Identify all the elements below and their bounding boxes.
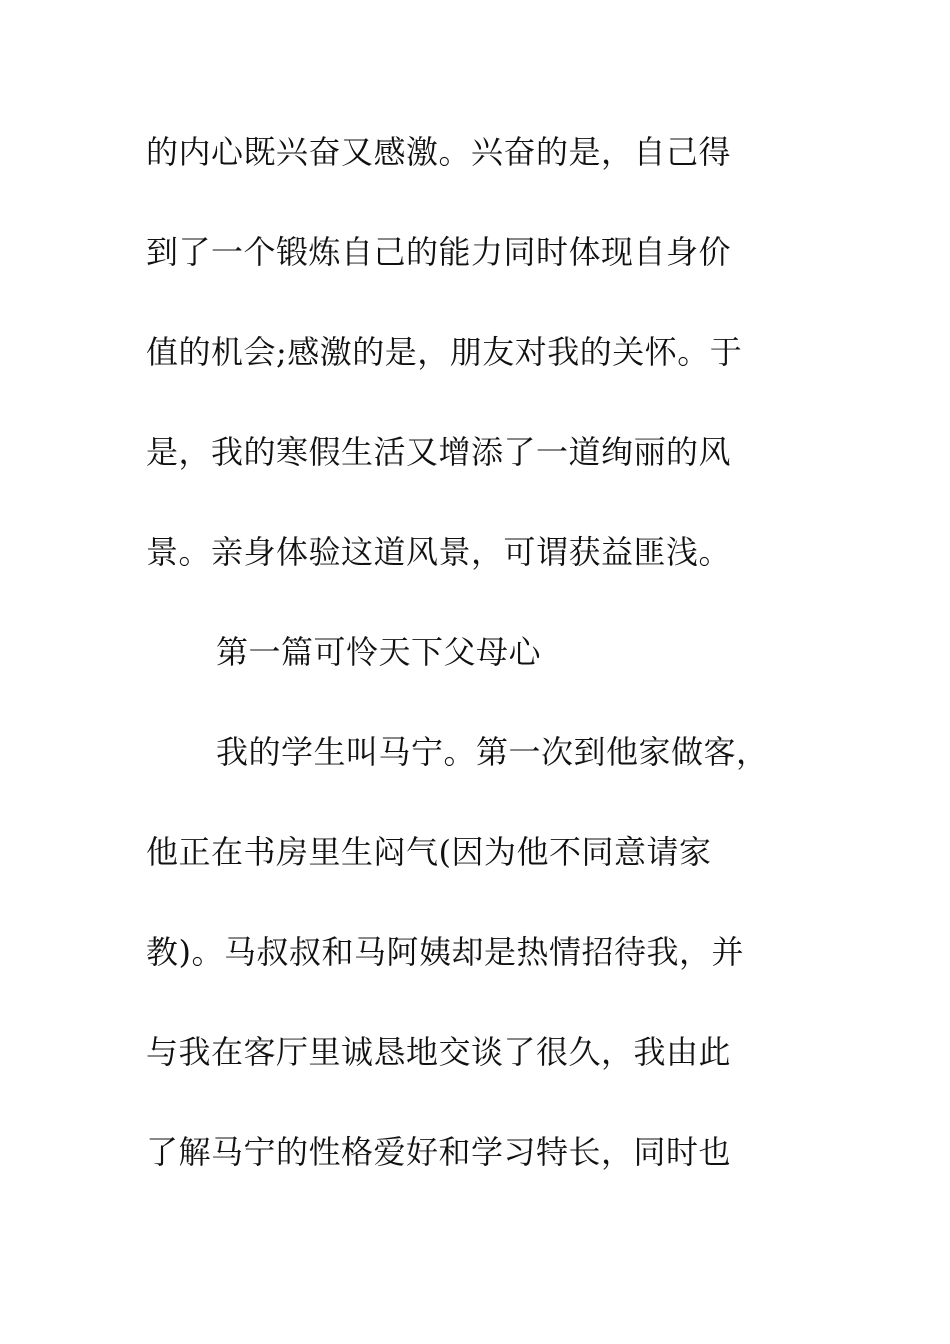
paragraph-line: 值的机会;感激的是，朋友对我的关怀。于 xyxy=(146,333,743,371)
paragraph-line: 他正在书房里生闷气(因为他不同意请家 xyxy=(146,833,712,871)
paragraph-line: 的内心既兴奋又感激。兴奋的是，自己得 xyxy=(146,133,732,171)
paragraph-line: 是，我的寒假生活又增添了一道绚丽的风 xyxy=(146,433,732,471)
paragraph-line: 教)。马叔叔和马阿姨却是热情招待我，并 xyxy=(146,933,744,971)
paragraph-line: 到了一个锻炼自己的能力同时体现自身价 xyxy=(146,233,732,271)
paragraph-line: 我的学生叫马宁。第一次到他家做客， xyxy=(216,733,769,771)
paragraph-line: 了解马宁的性格爱好和学习特长，同时也 xyxy=(146,1133,732,1171)
section-title: 第一篇可怜天下父母心 xyxy=(216,633,542,671)
paragraph-line: 景。亲身体验这道风景，可谓获益匪浅。 xyxy=(146,533,732,571)
paragraph-line: 与我在客厅里诚恳地交谈了很久，我由此 xyxy=(146,1033,732,1071)
